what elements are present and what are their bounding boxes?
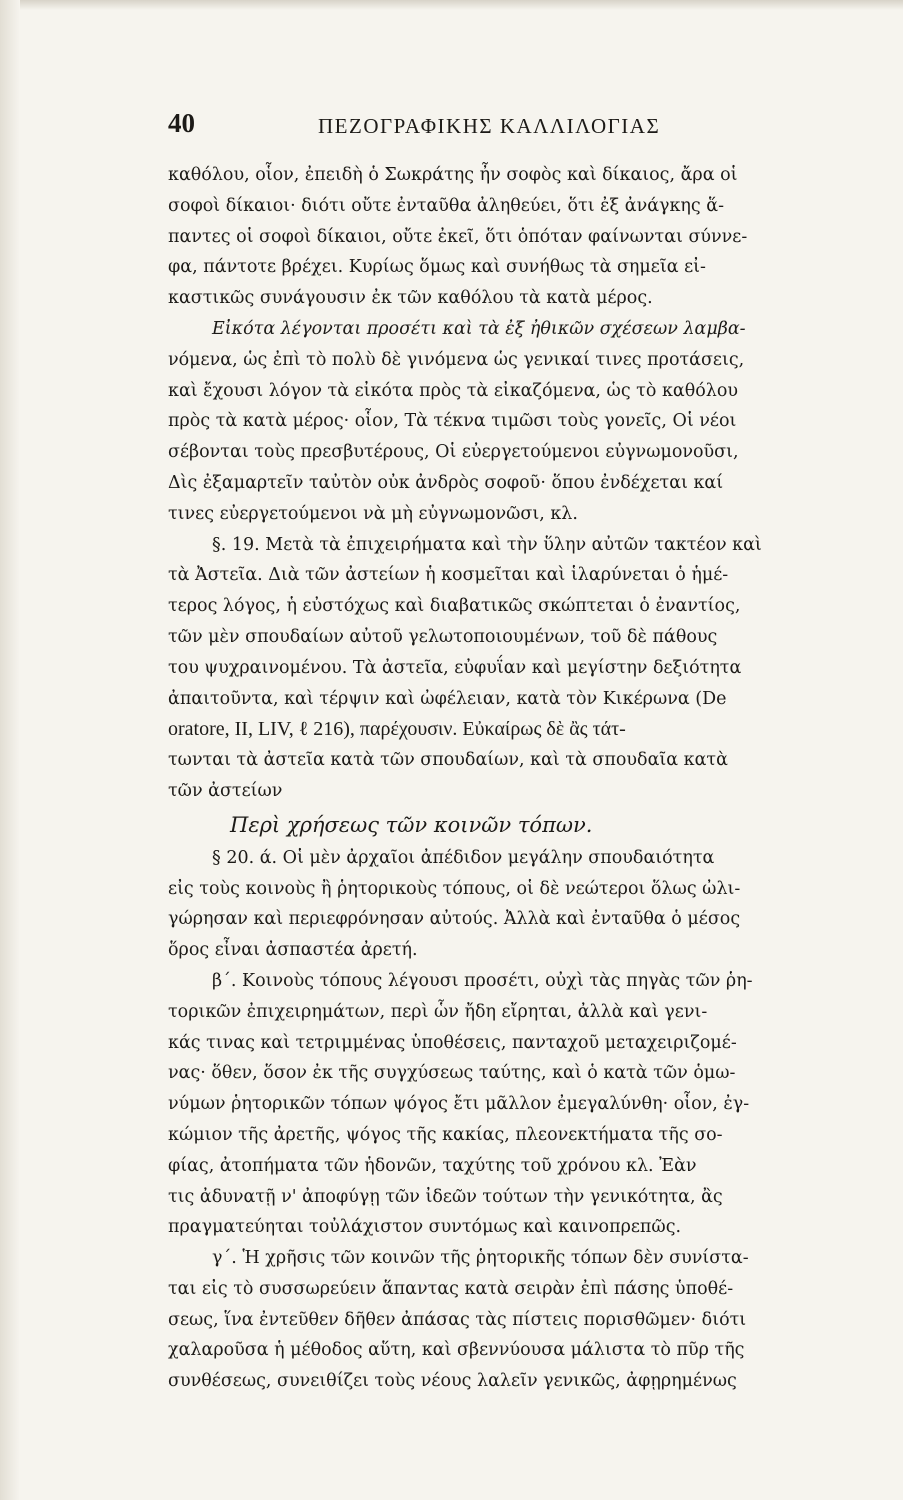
text-line: καὶ ἔχουσι λόγον τὰ εἰκότα πρὸς τὰ εἰκαζόμενα, ὡς τὸ καθόλου — [168, 380, 739, 401]
text-line: τορικῶν ἐπιχειρημάτων, περὶ ὧν ἤδη εἴρηται, ἀλλὰ καὶ γενι- — [168, 1001, 708, 1022]
paragraph-b-start: β΄. Κοινοὺς τόπους λέγουσι προσέτι, οὐχὶ τὰς πηγὰς τῶν ῥη- — [212, 970, 753, 991]
section-20-start: § 20. ά. Οἱ μὲν ἀρχαῖοι ἀπέδιδον μεγάλην σπουδαιότητα — [212, 847, 715, 868]
text-line-content: Εἰκότα λέγονται προσέτι καὶ τὰ ἐξ ἠθικῶν σχέσεων λαμβα- — [212, 318, 746, 339]
paragraph-c-start: γ΄. Ἡ χρῆσις τῶν κοινῶν τῆς ῥητορικῆς τόπων δὲν συνίστα- — [212, 1248, 749, 1269]
text-line: τῶν μὲν σπουδαίων αὐτοῦ γελωτοποιουμένων, τοῦ δὲ πάθους — [168, 626, 718, 647]
text-body — [168, 160, 870, 1397]
text-line: τινες εὐεργετούμενοι νὰ μὴ εὐγνωμονῶσι, κλ. — [168, 503, 578, 524]
text-line — [168, 714, 870, 745]
text-line: σεως, ἵνα ἐντεῦθεν δῆθεν ἀπάσας τὰς πίστεις πορισθῶμεν· διότι — [168, 1309, 747, 1330]
text-line: συνθέσεως, συνειθίζει τοὺς νέους λαλεῖν γενικῶς, ἀφῃρημένως — [168, 1371, 737, 1392]
text-line — [168, 314, 870, 345]
section-19-start: §. 19. Μετὰ τὰ ἐπιχειρήματα καὶ τὴν ὕλην αὐτῶν τακτέον καὶ — [212, 534, 762, 555]
running-title: ΠΕΖΟΓΡΑΦΙΚΗΣ ΚΑΛΛΙΛΟΓΙΑΣ — [318, 114, 661, 138]
section-heading: Περὶ χρήσεως τῶν κοινῶν τόπων. — [230, 812, 593, 837]
text-line: χαλαροῦσα ἡ μέθοδος αὕτη, καὶ σβεννύουσα μάλιστα τὸ πῦρ τῆς — [168, 1340, 745, 1361]
text-line: τῶν ἀστείων — [168, 780, 283, 801]
text-line: ἀπαιτοῦντα, καὶ τέρψιν καὶ ὠφέλειαν, κατὰ τὸν Κικέρωνα (De — [168, 688, 727, 709]
text-line: καθόλου, οἷον, ἐπειδὴ ὁ Σωκράτης ἦν σοφὸς καὶ δίκαιος, ἄρα οἱ — [168, 165, 738, 185]
text-line: καστικῶς συνάγουσιν ἐκ τῶν καθόλου τὰ κατὰ μέρος. — [168, 288, 653, 309]
text-line: τὰ Ἀστεῖα. Διὰ τῶν ἀστείων ἡ κοσμεῖται καὶ ἱλαρύνεται ὁ ἡμέ- — [168, 565, 729, 586]
text-line: νας· ὅθεν, ὅσον ἐκ τῆς συγχύσεως ταύτης, καὶ ὁ κατὰ τῶν ὁμω- — [168, 1063, 736, 1084]
text-line: σέβονται τοὺς πρεσβυτέρους, Οἱ εὐεργετούμενοι εὐγνωμονοῦσι, — [168, 442, 739, 463]
text-line: του ψυχραινομένου. Τὰ ἀστεῖα, εὐφυΐαν καὶ μεγίστην δεξιότητα — [168, 657, 742, 678]
text-line: ὅρος εἶναι ἀσπαστέα ἀρετή. — [168, 940, 418, 961]
text-line: πραγματεύηται τοὐλάχιστον συντόμως καὶ καινοπρεπῶς. — [168, 1217, 682, 1238]
text-line: εἰς τοὺς κοινοὺς ἢ ῥητορικοὺς τόπους, οἱ δὲ νεώτεροι ὅλως ὠλι- — [168, 878, 741, 899]
page-number: 40 — [168, 108, 195, 138]
latin-citation-line: oratore, II, LIV, ℓ 216), παρέχουσιν. Εὐκαίρως δὲ ἂς τάτ- — [168, 718, 626, 741]
text-line: κάς τινας καὶ τετριμμένας ὑποθέσεις, πανταχοῦ μεταχειριζομέ- — [168, 1032, 737, 1053]
text-line: τωνται τὰ ἀστεῖα κατὰ τῶν σπουδαίων, καὶ τὰ σπουδαῖα κατὰ — [168, 750, 728, 771]
page-binding-edge — [0, 0, 20, 1500]
text-line: νύμων ῥητορικῶν τόπων ψόγος ἔτι μᾶλλον ἐμεγαλύνθη· οἷον, ἐγ- — [168, 1094, 750, 1115]
text-line: Δὶς ἐξαμαρτεῖν ταὐτὸν οὐκ ἀνδρὸς σοφοῦ· ὅπου ἐνδέχεται καί — [168, 472, 724, 493]
text-line: παντες οἱ σοφοὶ δίκαιοι, οὔτε ἐκεῖ, ὅτι ὁπόταν φαίνωνται σύννε- — [168, 226, 748, 247]
text-line: νόμενα, ὡς ἐπὶ τὸ πολὺ δὲ γινόμενα ὡς γενικαί τινες προτάσεις, — [168, 349, 745, 370]
text-line: ται εἰς τὸ συσσωρεύειν ἅπαντας κατὰ σειρὰν ἐπὶ πάσης ὑποθέ- — [168, 1278, 734, 1299]
text-line: γώρησαν καὶ περιεφρόνησαν αὐτούς. Ἀλλὰ καὶ ἐνταῦθα ὁ μέσος — [168, 909, 741, 930]
page-top-edge — [0, 0, 903, 10]
text-line: φα, πάντοτε βρέχει. Κυρίως ὅμως καὶ συνήθως τὰ σημεῖα εἰ- — [168, 257, 706, 278]
text-line: τις ἀδυνατῇ ν' ἀποφύγῃ τῶν ἰδεῶν τούτων τὴν γενικότητα, ἂς — [168, 1186, 723, 1207]
text-line: κώμιον τῆς ἀρετῆς, ψόγος τῆς κακίας, πλεονεκτήματα τῆς σο- — [168, 1124, 723, 1145]
text-line: τερος λόγος, ἡ εὐστόχως καὶ διαβατικῶς σκώπτεται ὁ ἐναντίος, — [168, 596, 741, 617]
text-line: σοφοὶ δίκαιοι· διότι οὔτε ἐνταῦθα ἀληθεύει, ὅτι ἐξ ἀνάγκης ἅ- — [168, 195, 725, 216]
text-line: φίας, ἀτοπήματα τῶν ἡδονῶν, ταχύτης τοῦ χρόνου κλ. Ἐὰν — [168, 1155, 697, 1176]
page-header — [168, 108, 868, 148]
text-line: πρὸς τὰ κατὰ μέρος· οἷον, Τὰ τέκνα τιμῶσι τοὺς γονεῖς, Οἱ νέοι — [168, 411, 737, 432]
